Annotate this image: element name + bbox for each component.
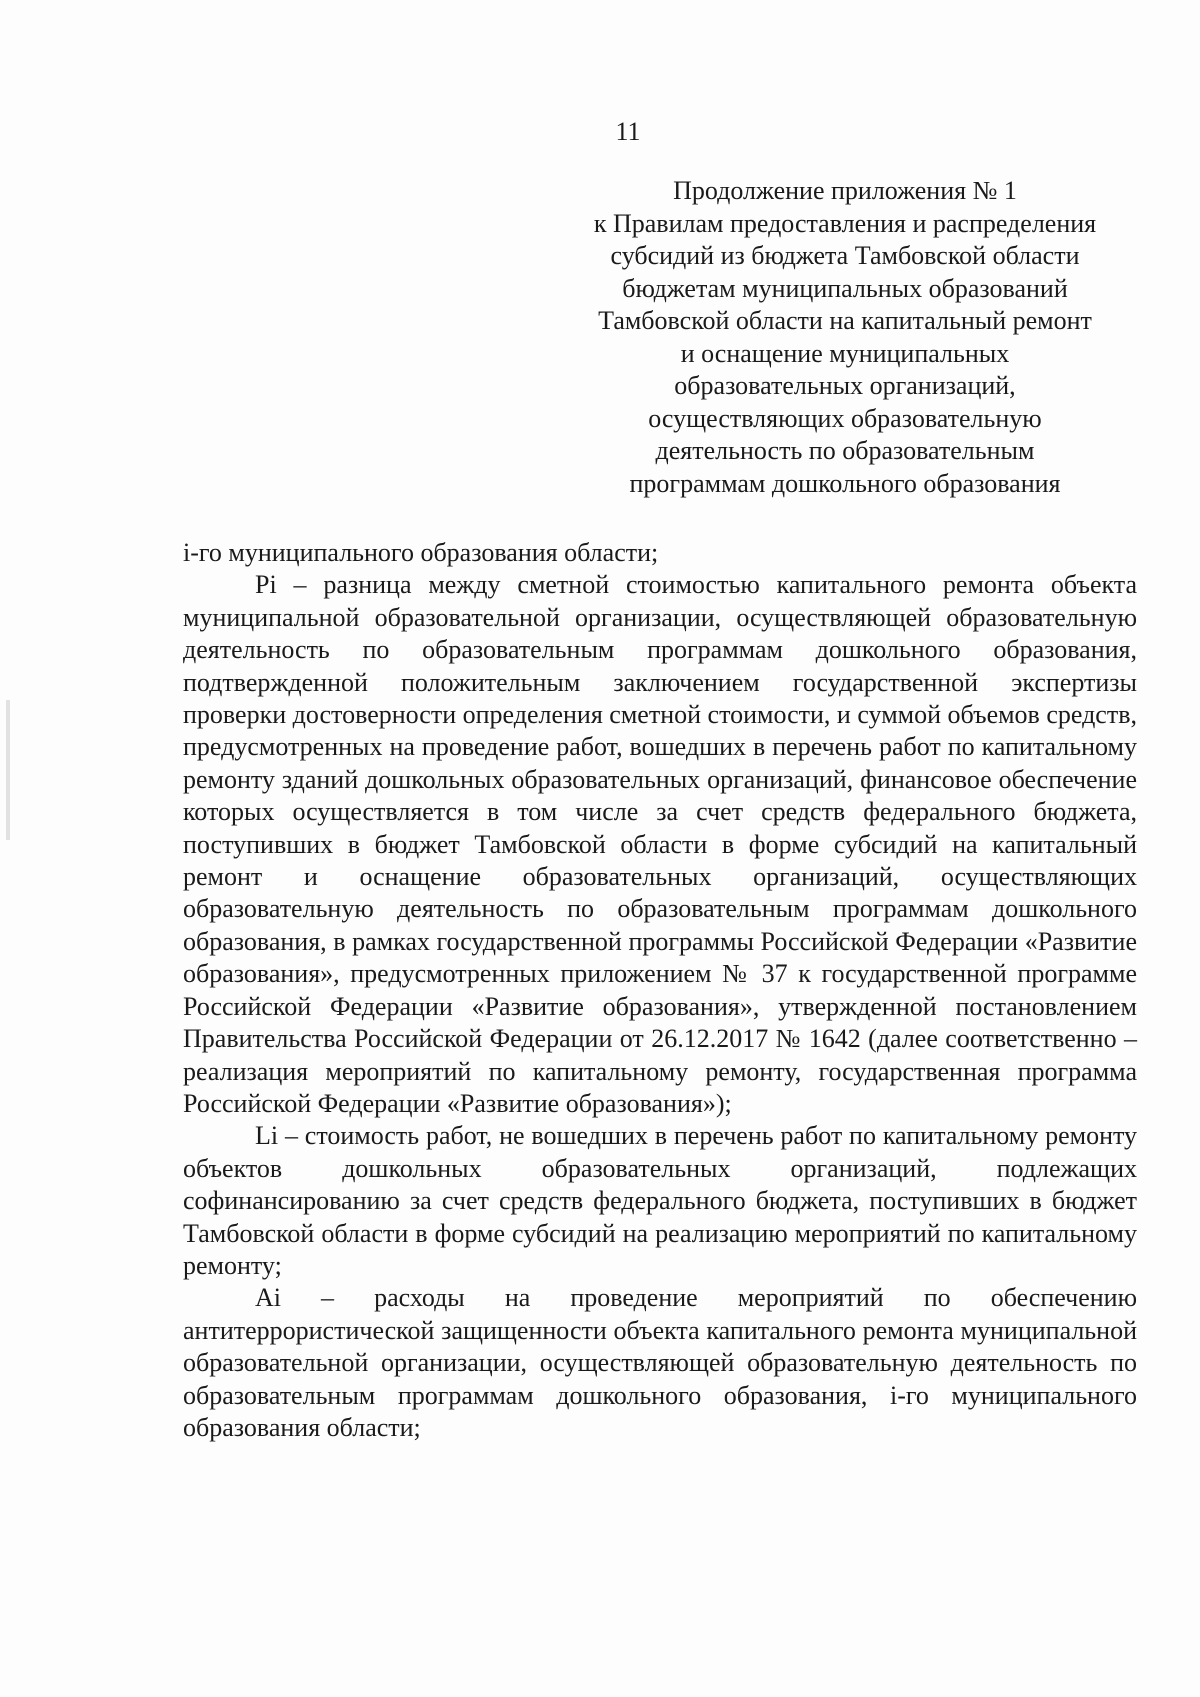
paragraph-continuation: i-го муниципального образования области; <box>183 538 659 567</box>
heading-line: образовательных организаций, <box>674 371 1016 400</box>
heading-line: субсидий из бюджета Тамбовской области <box>610 241 1080 270</box>
heading-line: Тамбовской области на капитальный ремонт <box>598 306 1092 335</box>
heading-line: осуществляющих образовательную <box>648 403 1042 433</box>
page-number: 11 <box>615 117 641 146</box>
paragraph-ai-definition: Ai – расходы на проведение мероприятий по обеспечению антитеррористической защищенности объекта капитального ремонта муниципальной образовательной организации, осуществляющей образовательную деятельность по образовательным программам дошкольного образования, i-го муниципального образования области; <box>183 1283 1137 1442</box>
paragraph-pi-definition: Pi – разница между сметной стоимостью капитального ремонта объекта муниципальной образовательной организации, осуществляющей образовательную деятельность по образовательным программам дошкольного образования, подтвержденной положительным заключением государственной экспертизы проверки достоверности определения сметной стоимости, и суммой объемов средств, предусмотренных на проведение работ, вошедших в перечень работ по капитальному ремонту зданий дошкольных образовательных организаций, финансовое обеспечение которых осуществляется в том числе за счет средств федерального бюджета, поступивших в бюджет Тамбовской области в форме субсидий на капитальный ремонт и оснащение образовательных организаций, осуществляющих образовательную деятельность по образовательным программам дошкольного образования, в рамках государственной программы Российской Федерации «Развитие образования», предусмотренных приложением № 37 к государственной программе Российской Федерации «Развитие образования», утвержденной постановлением Правительства Российской Федерации от 26.12.2017 № 1642 (далее соответственно – реализация мероприятий по капитальному ремонту, государственная программа Российской Федерации «Развитие образования»); <box>183 570 1137 1118</box>
paragraph-li-definition: Li – стоимость работ, не вошедших в перечень работ по капитальному ремонту объектов дошкольных образовательных организаций, подлежащих софинансированию за счет средств федерального бюджета, поступивших в бюджет Тамбовской области в форме субсидий на реализацию мероприятий по капитальному ремонту; <box>183 1121 1137 1280</box>
heading-line: Продолжение приложения № 1 <box>673 176 1017 205</box>
heading-line: программам дошкольного образования <box>629 468 1061 498</box>
body-text <box>183 537 1137 1444</box>
heading-line: деятельность по образовательным <box>655 436 1035 465</box>
heading-line: к Правилам предоставления и распределения <box>593 208 1097 238</box>
appendix-heading <box>560 175 1130 500</box>
scan-edge-mark <box>6 700 10 840</box>
heading-line: бюджетам муниципальных образований <box>622 273 1068 303</box>
heading-line: и оснащение муниципальных <box>680 338 1010 368</box>
